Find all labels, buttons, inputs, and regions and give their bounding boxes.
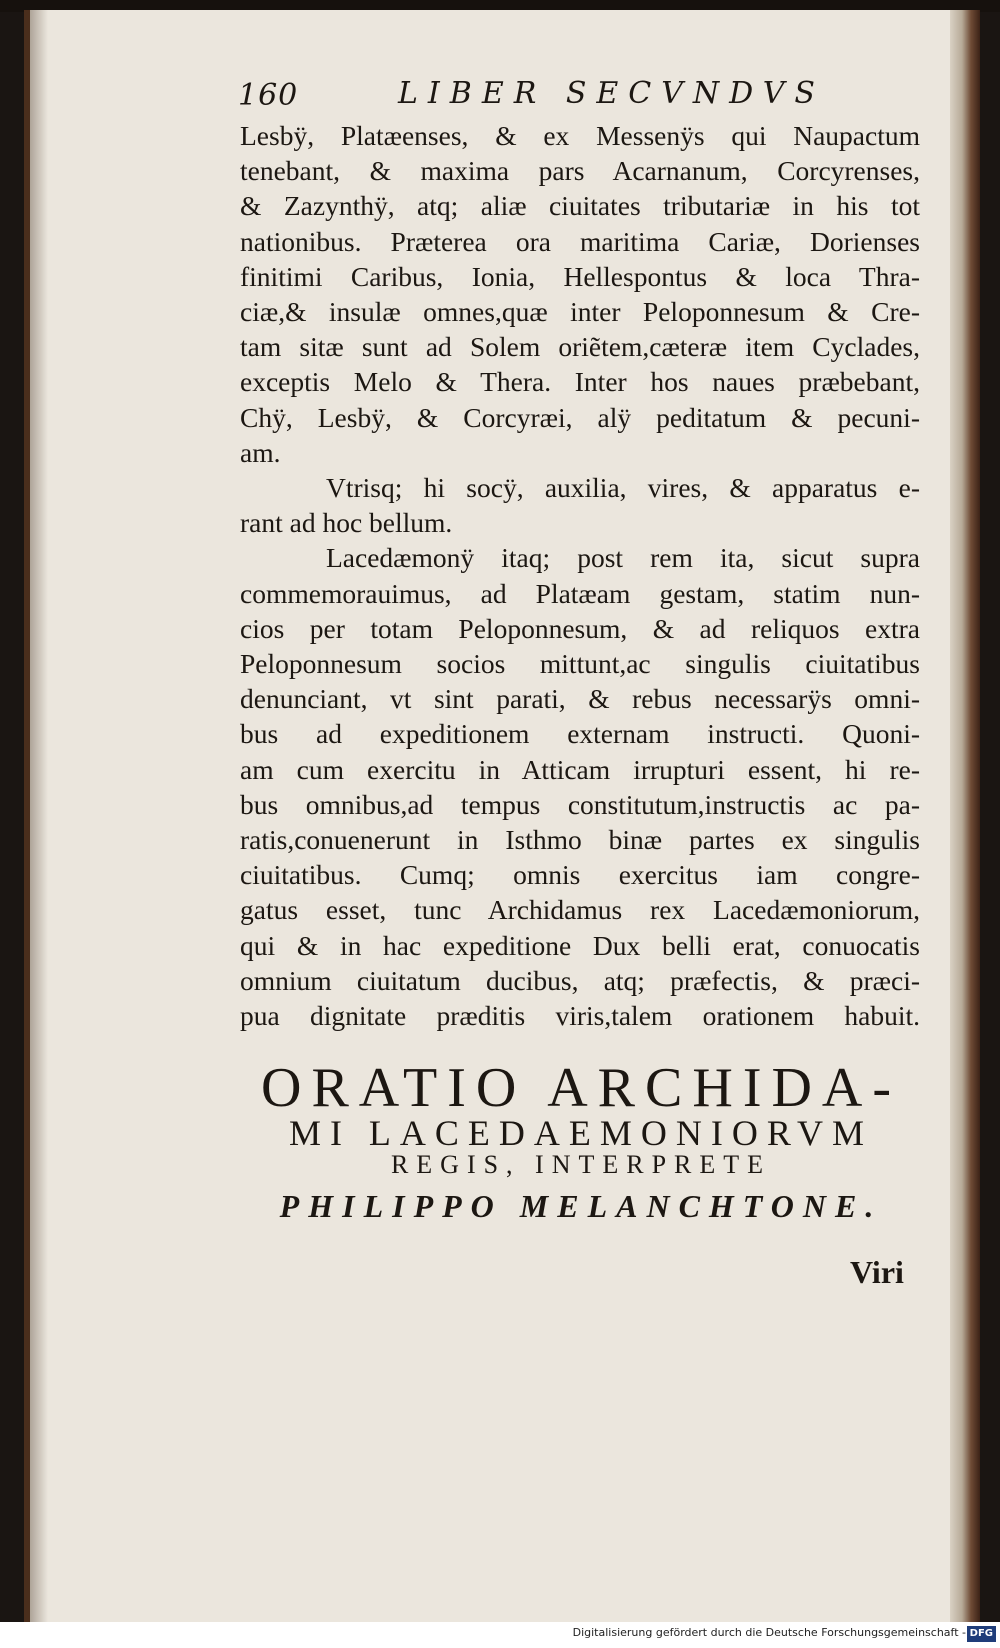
text-line: am. xyxy=(240,436,281,468)
section-heading-line-4: PHILIPPO MELANCHTONE. xyxy=(279,1188,883,1224)
text-line: tenebant, & maxima pars Acarnanum, Corcyrenses, xyxy=(240,155,920,187)
text-line: nationibus. Præterea ora maritima Cariæ, Dorienses xyxy=(240,225,920,257)
text-line: tam sitæ sunt ad Solem oriẽtem,cæteræ item Cyclades, xyxy=(240,331,920,363)
text-line: exceptis Melo & Thera. Inter hos naues præbebant, xyxy=(240,366,920,398)
text-line: Lacedæmonÿ itaq; post rem ita, sicut supra xyxy=(326,542,920,574)
section-heading-line-2: MI LACEDAEMONIORVM xyxy=(288,1113,874,1153)
text-line: & Zazynthÿ, atq; aliæ ciuitates tributariæ in his tot xyxy=(240,190,920,222)
text-line: Lesbÿ, Platæenses, & ex Messenÿs qui Naupactum xyxy=(240,120,920,151)
body-text xyxy=(240,118,920,1033)
text-line: ciæ,& insulæ omnes,quæ inter Peloponnesum & Cre- xyxy=(240,296,920,328)
text-line: Peloponnesum socios mittunt,ac singulis ciuitatibus xyxy=(240,648,920,680)
running-head: LIBER SECVNDVS xyxy=(398,76,825,111)
text-line: commemorauimus, ad Platæam gestam, statim nun- xyxy=(240,577,920,609)
dfg-logo: DFG xyxy=(967,1626,996,1642)
page-edge xyxy=(950,10,980,1622)
text-line: finitimi Caribus, Ionia, Hellespontus & loca Thra- xyxy=(240,260,920,292)
page-number: 160 xyxy=(238,78,299,113)
catchword: Viri xyxy=(850,1254,904,1290)
text-line: qui & in hac expeditione Dux belli erat, conuocatis xyxy=(240,929,920,961)
text-line: ratis,conuenerunt in Isthmo binæ partes ex singulis xyxy=(240,824,920,856)
text-line: bus ad expeditionem externam instructi. Quoni- xyxy=(240,718,920,750)
text-line: bus omnibus,ad tempus constitutum,instructis ac pa- xyxy=(240,788,920,820)
text-line: cios per totam Peloponnesum, & ad reliquos extra xyxy=(240,612,920,644)
text-line: am cum exercitu in Atticam irrupturi essent, hi re- xyxy=(240,753,920,785)
text-line: omnium ciuitatum ducibus, atq; præfectis, & præci- xyxy=(240,964,920,996)
footer-credit: Digitalisierung gefördert durch die Deutsche Forschungsgemeinschaft - xyxy=(572,1626,966,1639)
text-line: rant ad hoc bellum. xyxy=(240,507,453,539)
text-line: denunciant, vt sint parati, & rebus necessarÿs omni- xyxy=(240,683,920,715)
text-line: Vtrisq; hi socÿ, auxilia, vires, & apparatus e- xyxy=(326,472,920,504)
text-line: gatus esset, tunc Archidamus rex Lacedæmoniorum, xyxy=(240,894,920,926)
gutter-shadow xyxy=(30,10,48,1622)
text-line: Chÿ, Lesbÿ, & Corcyræi, alÿ peditatum & pecuni- xyxy=(240,401,920,433)
section-heading-line-1: ORATIO ARCHIDA- xyxy=(261,1057,901,1119)
text-line: ciuitatibus. Cumq; omnis exercitus iam congre- xyxy=(240,859,920,891)
section-heading-line-3: REGIS, INTERPRETE xyxy=(390,1150,772,1179)
text-line: pua dignitate præditis viris,talem orationem habuit. xyxy=(240,1000,920,1032)
digitization-footer xyxy=(0,1622,1000,1648)
